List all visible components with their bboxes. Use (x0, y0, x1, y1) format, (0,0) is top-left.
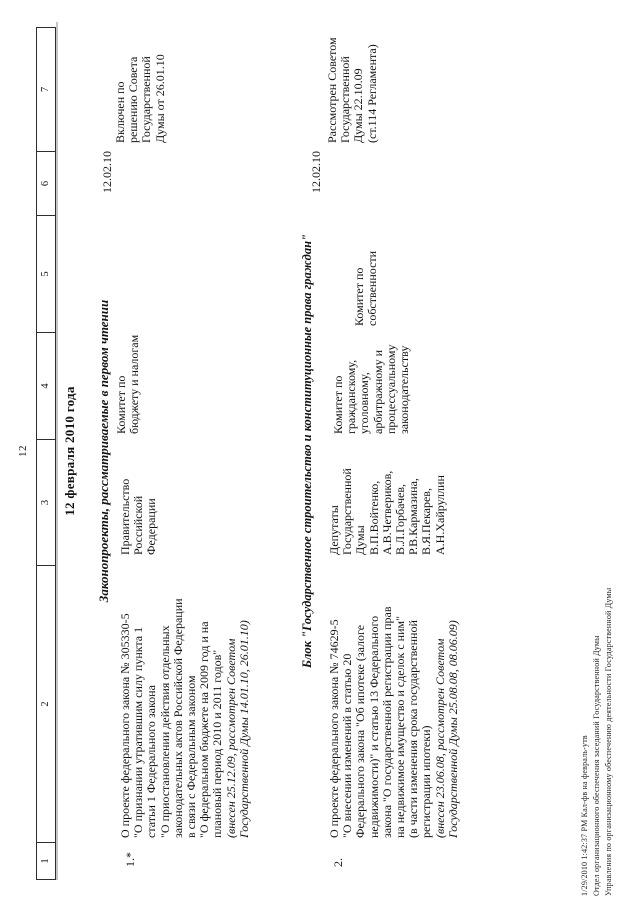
responsible-committee-cell: Комитет по бюджету и налогам (114, 334, 142, 434)
session-date-title: 12 февраля 2010 года (62, 386, 77, 516)
column-number-cell: 4 (36, 332, 56, 440)
law-title-lines: О проекте федерального закона № 305330-5 "О признании утратившим силу пункта 1 статьи 1 Федерального закона "О приостановлении действия отдельных законодательных актов Российской Федерации в связи с Федеральным законом "О федеральном бюджете на 2009 год и на плановый период 2010 и 2011 годов" (118, 598, 225, 838)
column-number-cell: 6 (36, 151, 56, 216)
section-subtitle: Законопроекты, рассматриваемые в первом чтении (96, 299, 111, 603)
item-number: 1.* (123, 852, 137, 867)
consideration-date: 12.02.10 (309, 151, 323, 193)
page-number: 12 (17, 445, 29, 457)
law-title-cell (119, 598, 251, 838)
column-number-cell: 5 (36, 215, 56, 333)
remark-cell: Включен по решению Совета Государственной Думы от 26.01.10 (113, 54, 167, 143)
column-number-cell: 3 (36, 439, 56, 566)
block-header: Блок "Государственное строительство и конституционные права граждан" (300, 234, 314, 668)
item-number: 2. (331, 858, 345, 867)
co-executor-committee-cell: Комитет по собственности (352, 250, 380, 326)
responsible-committee-cell: Комитет по гражданскому, уголовному, арбитражному и процессуальному законодательству (331, 344, 412, 434)
consideration-date: 12.02.10 (100, 151, 114, 193)
initiator-cell: Правительство Российской Федерации (118, 478, 159, 555)
column-number-cell: 1 (36, 842, 56, 880)
law-submission-note: (внесен 23.06.08, рассмотрен Советом Государственной Думы 25.08.08, 08.06.09) (432, 620, 460, 838)
law-submission-note: (внесен 25.12.09, рассмотрен Советом Государственной Думы 14.01.10, 26.01.10) (223, 620, 251, 838)
column-number-cell: 7 (36, 27, 56, 152)
table-column-number-row (36, 22, 56, 880)
remark-cell: Рассмотрен Советом Государственной Думы 22.10.09 (ст.114 Регламента) (325, 37, 379, 143)
print-footer: 1/29/2010 1:42:37 PM Кал-фв на февраль-утв Отдел организационного обеспечения заседаний Государственной Думы Управления по организационному обеспечению деятельности Государственной Думы (580, 587, 614, 896)
column-number-cell: 2 (36, 565, 56, 843)
law-title-lines: О проекте федерального закона № 74629-5 "О внесении изменений в статью 20 Федерального закона "Об ипотеке (залоге недвижимости)" и статью 13 Федерального закона "О государственной регистрации прав на недвижимое имущество и сделок с ним" (в части изменения срока государственной регистрации ипотеки) (327, 606, 434, 838)
law-title-cell (328, 606, 460, 838)
initiator-cell: Депутаты Государственной Думы В.П.Войтенко, А.В.Четвериков, В.Л.Горбачев, Р.В.Кармазина, В.Я.Пекарев, А.Н.Хайруллин (327, 468, 447, 555)
